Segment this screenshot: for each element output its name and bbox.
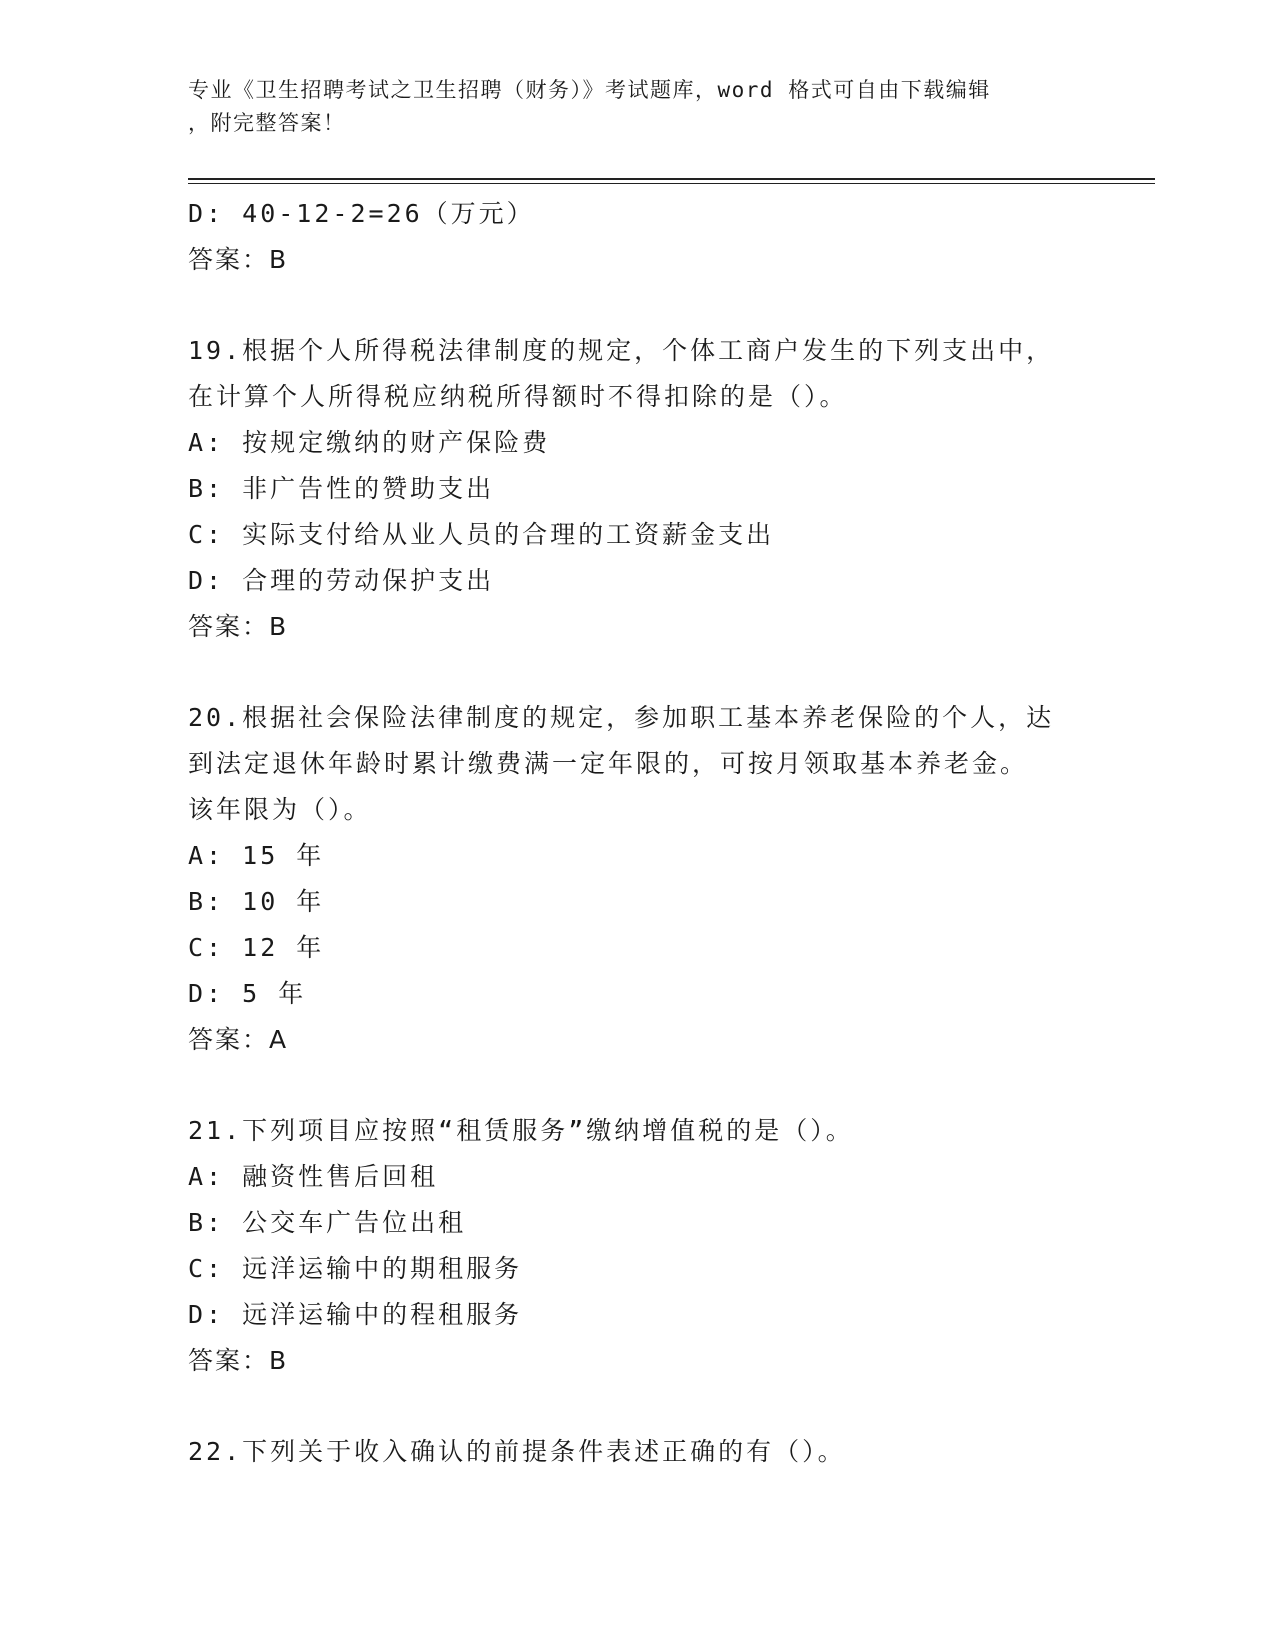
question-text-line: 在计算个人所得税应纳税所得额时不得扣除的是（）。 (188, 382, 848, 411)
page-header (188, 74, 1088, 140)
answer-label: 答案：A (188, 1025, 289, 1054)
question-21 (188, 1108, 1088, 1384)
question-text-line: 21.下列项目应按照“租赁服务”缴纳增值税的是（）。 (188, 1116, 854, 1145)
option-d: D: 5 年 (188, 979, 307, 1008)
question-text-line: 20.根据社会保险法律制度的规定，参加职工基本养老保险的个人，达 (188, 703, 1055, 732)
question-19 (188, 328, 1088, 650)
previous-question-fragment (188, 191, 1088, 283)
header-divider-thick (188, 178, 1155, 180)
option-a: A: 15 年 (188, 841, 325, 870)
option-d: D: 40-12-2=26（万元） (188, 199, 535, 228)
header-divider-thin (188, 183, 1155, 184)
document-body (188, 191, 1088, 1475)
option-b: B: 10 年 (188, 887, 325, 916)
answer-label: 答案：B (188, 1346, 289, 1375)
question-22 (188, 1429, 1088, 1475)
option-c: C: 远洋运输中的期租服务 (188, 1254, 523, 1283)
option-d: D: 远洋运输中的程租服务 (188, 1300, 523, 1329)
option-c: C: 12 年 (188, 933, 325, 962)
question-text-line: 19.根据个人所得税法律制度的规定，个体工商户发生的下列支出中， (188, 336, 1055, 365)
option-c: C: 实际支付给从业人员的合理的工资薪金支出 (188, 520, 775, 549)
option-a: A: 融资性售后回租 (188, 1162, 439, 1191)
answer-label: 答案：B (188, 245, 289, 274)
answer-label: 答案：B (188, 612, 289, 641)
option-b: B: 非广告性的赞助支出 (188, 474, 495, 503)
header-line-2: ，附完整答案！ (188, 111, 346, 135)
option-a: A: 按规定缴纳的财产保险费 (188, 428, 551, 457)
option-b: B: 公交车广告位出租 (188, 1208, 467, 1237)
question-text-line: 到法定退休年龄时累计缴费满一定年限的，可按月领取基本养老金。 (188, 749, 1029, 778)
option-d: D: 合理的劳动保护支出 (188, 566, 495, 595)
header-line-1: 专业《卫生招聘考试之卫生招聘（财务）》考试题库，word 格式可自由下载编辑 (188, 78, 991, 102)
question-20 (188, 695, 1088, 1063)
question-text-line: 22.下列关于收入确认的前提条件表述正确的有（）。 (188, 1437, 846, 1466)
question-text-line: 该年限为（）。 (188, 795, 372, 824)
